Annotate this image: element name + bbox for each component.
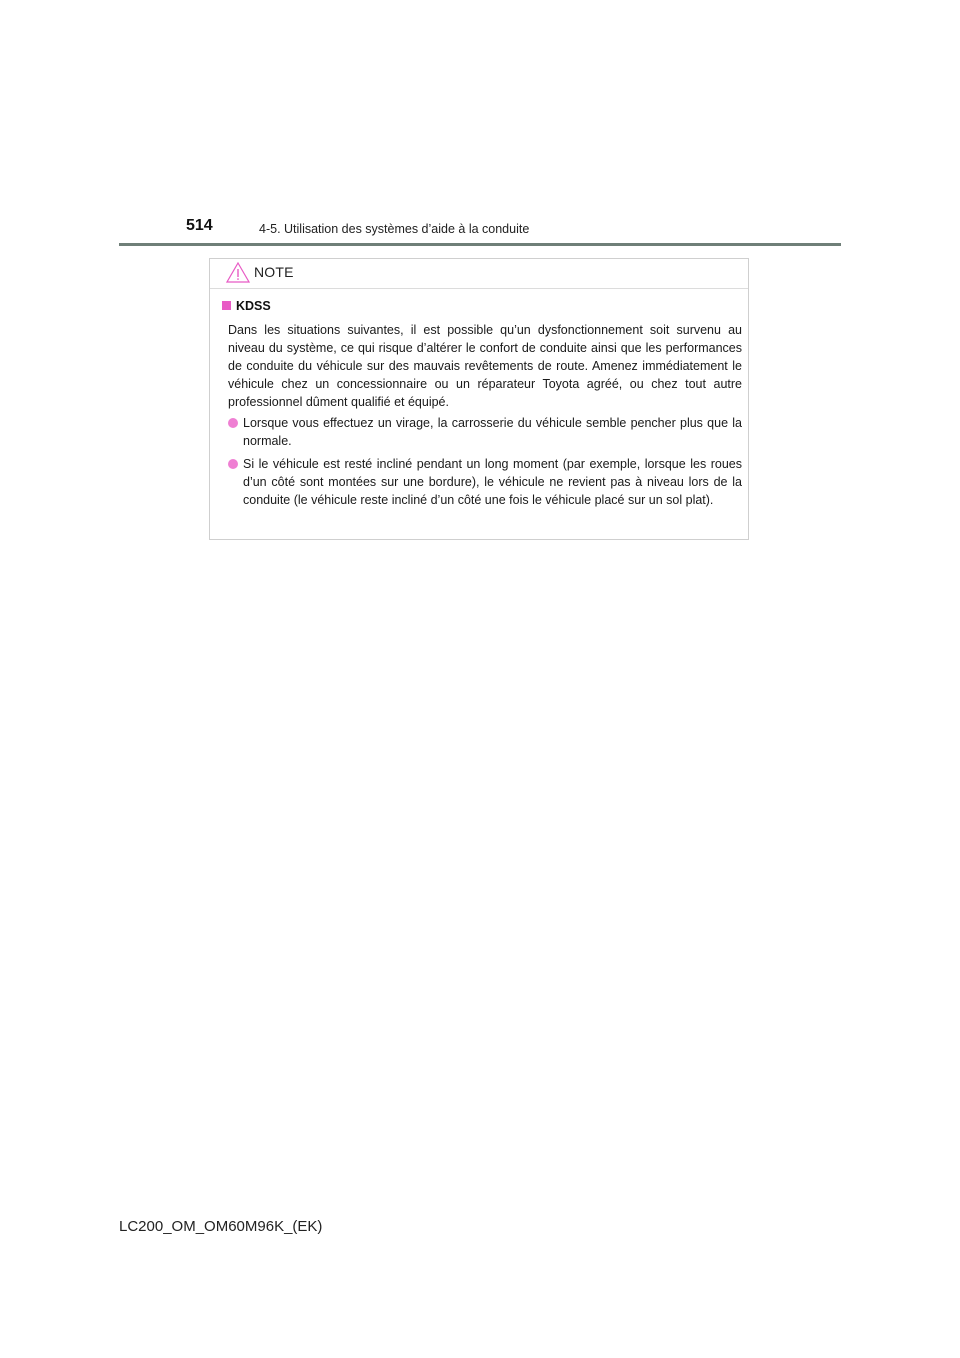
note-box xyxy=(209,258,749,540)
topic-heading xyxy=(222,299,271,313)
topic-label: KDSS xyxy=(236,299,271,313)
note-paragraph: Dans les situations suivantes, il est possible qu’un dysfonctionnement soit survenu au niveau du système, ce qui risque d’altérer le confort de conduite ainsi que les performances de conduite du véhicule sur des mauvais revêtements de route. Amenez immédiatement le véhicule chez un concessionnaire ou un réparateur Toyota agréé, ou chez tout autre professionnel dûment qualifié et équipé. xyxy=(228,323,742,409)
header-rule xyxy=(119,243,841,246)
list-item xyxy=(228,455,742,509)
warning-triangle-icon xyxy=(226,262,250,283)
document-code: LC200_OM_OM60M96K_(EK) xyxy=(119,1218,323,1235)
circle-bullet-icon xyxy=(228,459,238,469)
list-item xyxy=(228,414,742,450)
note-header xyxy=(210,259,748,289)
section-title: 4-5. Utilisation des systèmes d’aide à la conduite xyxy=(259,222,530,236)
page-number: 514 xyxy=(186,217,213,234)
bullet-text: Si le véhicule est resté incliné pendant un long moment (par exemple, lorsque les roues d’un côté sont montées sur une bordure), le véhicule ne revient pas à niveau lors de la conduite (le véhicule reste incliné d’un côté une fois le véhicule placé sur un sol plat). xyxy=(243,457,742,507)
circle-bullet-icon xyxy=(228,418,238,428)
note-label: NOTE xyxy=(254,264,294,280)
bullet-text: Lorsque vous effectuez un virage, la carrosserie du véhicule semble pencher plus que la normale. xyxy=(243,416,742,448)
square-bullet-icon xyxy=(222,301,231,310)
